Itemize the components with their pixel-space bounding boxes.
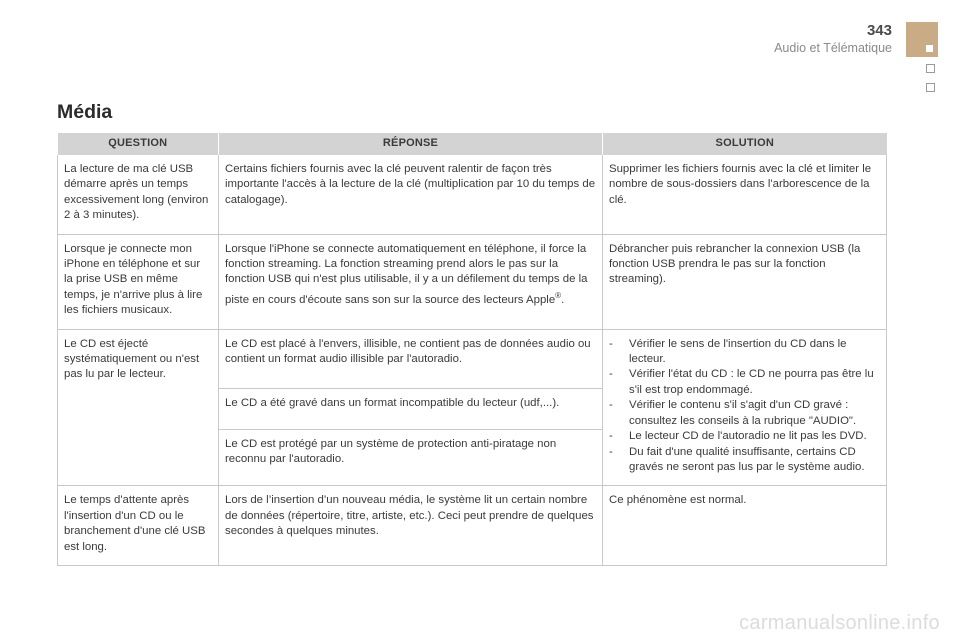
column-header-solution: SOLUTION xyxy=(603,133,887,155)
solution-cell xyxy=(603,329,887,486)
watermark: carmanualsonline.info xyxy=(739,612,940,634)
answer-cell: Lors de l’insertion d’un nouveau média, le système lit un certain nombre de données (répertoire, titre, artiste, etc.). Ceci peut prendre de quelques secondes à quelques minutes. xyxy=(219,486,603,566)
solution-list xyxy=(609,337,880,476)
section-name: Audio et Télématique xyxy=(774,41,892,55)
table-row xyxy=(58,155,887,234)
question-cell: La lecture de ma clé USB démarre après un temps excessivement long (environ 2 à 3 minutes). xyxy=(58,155,219,234)
question-cell: Le CD est éjecté systématiquement ou n'est pas lu par le lecteur. xyxy=(58,329,219,486)
answer-end: . xyxy=(561,293,565,306)
answer-cell xyxy=(219,234,603,329)
list-item: - Vérifier le contenu s'il s'agit d'un CD gravé : consultez les conseils à la rubrique "AUDIO". xyxy=(609,398,880,429)
solution-cell: Supprimer les fichiers fournis avec la clé et limiter le nombre de sous-dossiers dans l'arborescence de la clé. xyxy=(603,155,887,234)
faq-table xyxy=(57,133,887,566)
answer-cell: Le CD est placé à l'envers, illisible, ne contient pas de données audio ou contient un format audio illisible par l'autoradio. xyxy=(219,329,603,388)
column-header-question: QUESTION xyxy=(58,133,219,155)
solution-cell: Débrancher puis rebrancher la connexion USB (la fonction USB prendra le pas sur la fonction streaming). xyxy=(603,234,887,329)
list-item: - Le lecteur CD de l'autoradio ne lit pas les DVD. xyxy=(609,429,880,444)
chapter-tab-empty-icon xyxy=(926,64,935,73)
solution-cell: Ce phénomène est normal. xyxy=(603,486,887,566)
chapter-tab-marker-icon xyxy=(926,45,933,52)
page-number: 343 xyxy=(866,22,892,39)
list-item: - Vérifier le sens de l'insertion du CD dans le lecteur. xyxy=(609,337,880,368)
table-row xyxy=(58,486,887,566)
question-cell: Le temps d'attente après l'insertion d'un CD ou le branchement d'une clé USB est long. xyxy=(58,486,219,566)
question-cell: Lorsque je connecte mon iPhone en téléphone et sur la prise USB en même temps, je n'arrive plus à lire les fichiers musicaux. xyxy=(58,234,219,329)
table-header-row xyxy=(58,133,887,155)
list-item: - Du fait d'une qualité insuffisante, certains CD gravés ne seront pas lus par le système audio. xyxy=(609,445,880,476)
answer-text: Lorsque l'iPhone se connecte automatiquement en téléphone, il force la fonction streaming. La fonction streaming prend alors le pas sur la fonction USB qui n'est plus utilisable, il y a un défilement du temps de la piste en cours d'écoute sans son sur la source des lecteurs Apple xyxy=(225,242,588,306)
chapter-tab xyxy=(906,22,938,57)
chapter-tab-empty-icon xyxy=(926,83,935,92)
answer-cell: Certains fichiers fournis avec la clé peuvent ralentir de façon très importante l'accès à la lecture de la clé (multiplication par 10 du temps de catalogage). xyxy=(219,155,603,234)
table-row xyxy=(58,234,887,329)
registered-mark: ® xyxy=(555,290,562,300)
answer-cell: Le CD est protégé par un système de protection anti-piratage non reconnu par l'autoradio. xyxy=(219,429,603,486)
table-row xyxy=(58,329,887,388)
page-title: Média xyxy=(57,101,113,123)
list-item: - Vérifier l'état du CD : le CD ne pourra pas être lu s'il est trop endommagé. xyxy=(609,367,880,398)
answer-cell: Le CD a été gravé dans un format incompatible du lecteur (udf,...). xyxy=(219,388,603,429)
column-header-answer: RÉPONSE xyxy=(219,133,603,155)
